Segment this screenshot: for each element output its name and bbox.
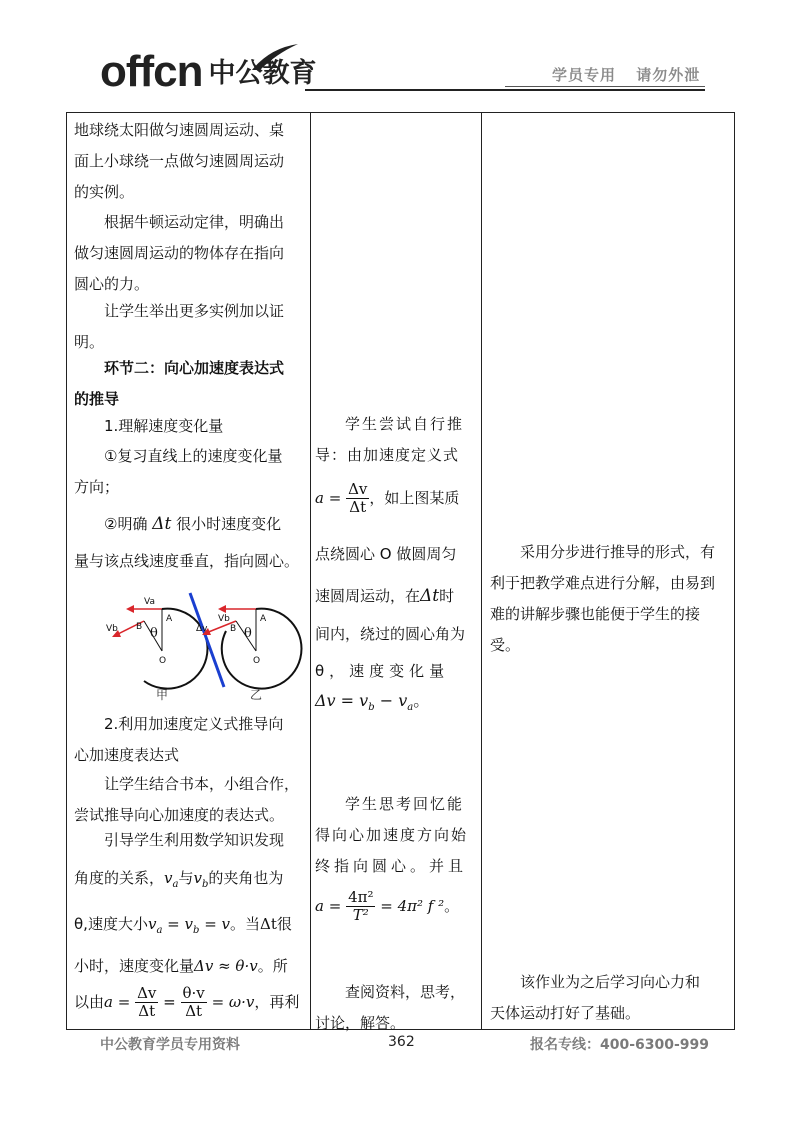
label-O-2: O [253,656,261,666]
label-vb-2: Vb [218,614,230,624]
text-line: 2.利用加速度定义式推导向 [104,715,284,733]
paragraph-homework [490,967,732,1029]
text-line: 间内，绕过的圆心角为 [315,625,466,643]
label-A-2: A [260,614,267,624]
text-span: 小时，速度变化量 [74,957,195,975]
delta-t-symbol: Δt [152,514,172,534]
logo-text-cn: 中公教育 [208,58,317,89]
paragraph-group-work [74,769,310,831]
text-line: 心加速度表达式 [74,746,180,764]
paragraph-therefore: 以由a = $\frac{\Delta v}{\Delta t}$ = $\frac{\theta\cdot v}{\Delta t}$ = ω·v，再利 [74,984,300,1020]
text-line: 采用分步进行推导的形式，有 [520,543,716,561]
fraction-dv-dt: $\frac{\Delta v}{\Delta t}$ [137,984,157,1020]
dv-approx-equation: Δv ≈ θ·v [194,957,258,975]
delta-v-line [190,593,224,687]
paragraph-discuss [315,977,479,1039]
figure-label-jia: 甲 [156,688,169,701]
text-span: θ,速度大小 [74,915,148,933]
text-line: 终指向圆心。并且 [315,857,468,875]
paragraph-step-2 [74,709,310,771]
equation-centripetal: a = $\frac{\text{4π²}}{\text{T²}}$ = 4π² f ²。 [315,888,460,924]
label-B: B [136,622,143,632]
text-span: 角度的关系， [74,869,165,887]
paragraph-angle [74,863,310,900]
text-line: 做匀速圆周运动的物体存在指向 [74,244,285,262]
text-line: 1.理解速度变化量 [104,417,224,435]
text-line: 利于把教学难点进行分解，由易到 [490,574,716,592]
paragraph-clarify [74,509,310,577]
text-line: 难的讲解步骤也能便于学生的接 [490,605,701,623]
a-equals: a = [315,897,342,915]
paragraph-recall [315,789,479,882]
va-symbol: $v_a$ [164,869,179,890]
label-theta: θ [150,626,158,641]
text-line: 根据牛顿运动定律，明确出 [104,213,285,231]
paragraph-step-method [490,537,732,661]
text-span: 。当 [230,915,261,933]
delta-t-symbol: Δt [260,915,277,933]
header-tag-student: 学员专用 [552,66,617,84]
label-dv: Δv [196,624,208,634]
paragraph-speed [74,909,310,946]
text-line: 量与该点线速度垂直，指向圆心。 [74,552,300,570]
paragraph-more-examples [74,296,310,358]
paragraph-small [74,951,310,982]
text-line: 明。 [74,333,105,351]
text-span: 速圆周运动，在 [315,587,421,605]
text-line: 的实例。 [74,183,135,201]
frequency-term: = 4π² f ² [380,897,445,915]
text-line: 天体运动打好了基础。 [490,1004,641,1022]
text-line: 点绕圆心 O 做圆周匀 [315,545,457,563]
figure-label-yi: 乙 [250,688,263,701]
equation-accel-def [315,481,479,516]
text-span: 。所 [257,957,288,975]
section-heading-2 [74,353,310,415]
footer-material-label: 中公教育学员专用资料 [100,1037,240,1053]
text-line: 学生尝试自行推 [345,415,465,433]
text-span: 的夹角也为 [208,869,284,887]
page-number: 362 [388,1034,415,1050]
logo-swoosh-icon [250,42,300,72]
equation-delta-v: $\Delta v = v_b - v_a$。 [315,691,430,714]
offcn-logo [100,47,317,96]
text-line: ①复习直线上的速度变化量 [104,447,283,465]
label-O: O [159,656,167,666]
vb-symbol: $v_b$ [193,869,209,890]
column-divider-1 [310,113,311,1029]
text-line: 引导学生利用数学知识发现 [104,831,285,849]
label-vb: Vb [106,624,118,634]
a-equals: a = [315,489,342,507]
heading-line: 的推导 [74,390,120,408]
paragraph-step-1 [74,411,310,442]
header-rule-secondary [505,86,705,87]
text-line: θ，速度变化量 [315,662,450,680]
label-va: Va [144,597,155,607]
text-line: 得向心加速度方向始 [315,826,469,844]
label-A: A [166,614,173,624]
text-span: 很小时速度变化 [176,515,282,533]
lesson-table [66,112,735,1030]
delta-t-symbol: Δt [420,586,440,606]
paragraph-review [74,441,310,503]
paragraph-motion [315,581,479,612]
text-span: 很 [276,915,292,933]
column-divider-2 [481,113,482,1029]
text-span: 以由 [74,993,105,1011]
fraction-dv-dt-2: $\frac{\Delta v}{\Delta t}$ [348,480,368,516]
paragraph-angle-turned [315,619,479,687]
text-span: ，再利 [254,993,300,1011]
paragraph-newton [74,207,310,300]
text-line: 学生思考回忆能 [345,795,465,813]
text-line: 让学生结合书本，小组合作， [104,775,300,793]
footer-hotline: 报名专线：400-6300-999 [530,1037,710,1053]
text-line: 该作业为之后学习向心力和 [520,973,701,991]
header-rule [305,89,705,91]
label-B-2: B [230,624,237,634]
label-theta-2: θ [244,626,252,641]
text-line: 让学生举出更多实例加以证 [104,302,285,320]
text-line: 圆心的力。 [74,275,150,293]
heading-line: 环节二：向心加速度表达式 [104,359,285,377]
paragraph-guide [74,825,310,856]
fraction-theta-v-dt: $\frac{\theta\cdot v}{\Delta t}$ [182,984,205,1020]
header-tag-confidential: 请勿外泄 [636,66,701,84]
header-tags [552,64,714,85]
text-span: 时 [439,587,455,605]
omega-v-term: = ω·v [211,993,255,1011]
paragraph-point [315,539,479,570]
text-span: ②明确 [104,515,148,533]
text-line: 方向； [74,478,120,496]
text-line: 地球绕太阳做匀速圆周运动、桌 [74,121,285,139]
text-line: 尝试推导向心加速度的表达式。 [74,806,285,824]
text-span: 与 [178,869,194,887]
fraction-4pi2-T2: $\frac{\text{4π²}}{\text{T²}}$ [348,888,374,924]
speed-equation: $v_a = v_b = v$ [147,915,230,936]
text-line: 受。 [490,636,521,654]
text-line: 面上小球绕一点做匀速圆周运动 [74,152,285,170]
text-span: ，如上图某质 [369,489,460,507]
paragraph-examples [74,115,310,208]
text-line: 查阅资料，思考， [345,983,466,1001]
figure-jia [106,597,207,701]
paragraph-derive [315,409,479,471]
logo-text-en: offcn [100,47,203,96]
text-line: 讨论，解答。 [315,1014,406,1032]
velocity-change-diagram [104,591,304,701]
text-line: 导：由加速度定义式 [315,446,460,464]
